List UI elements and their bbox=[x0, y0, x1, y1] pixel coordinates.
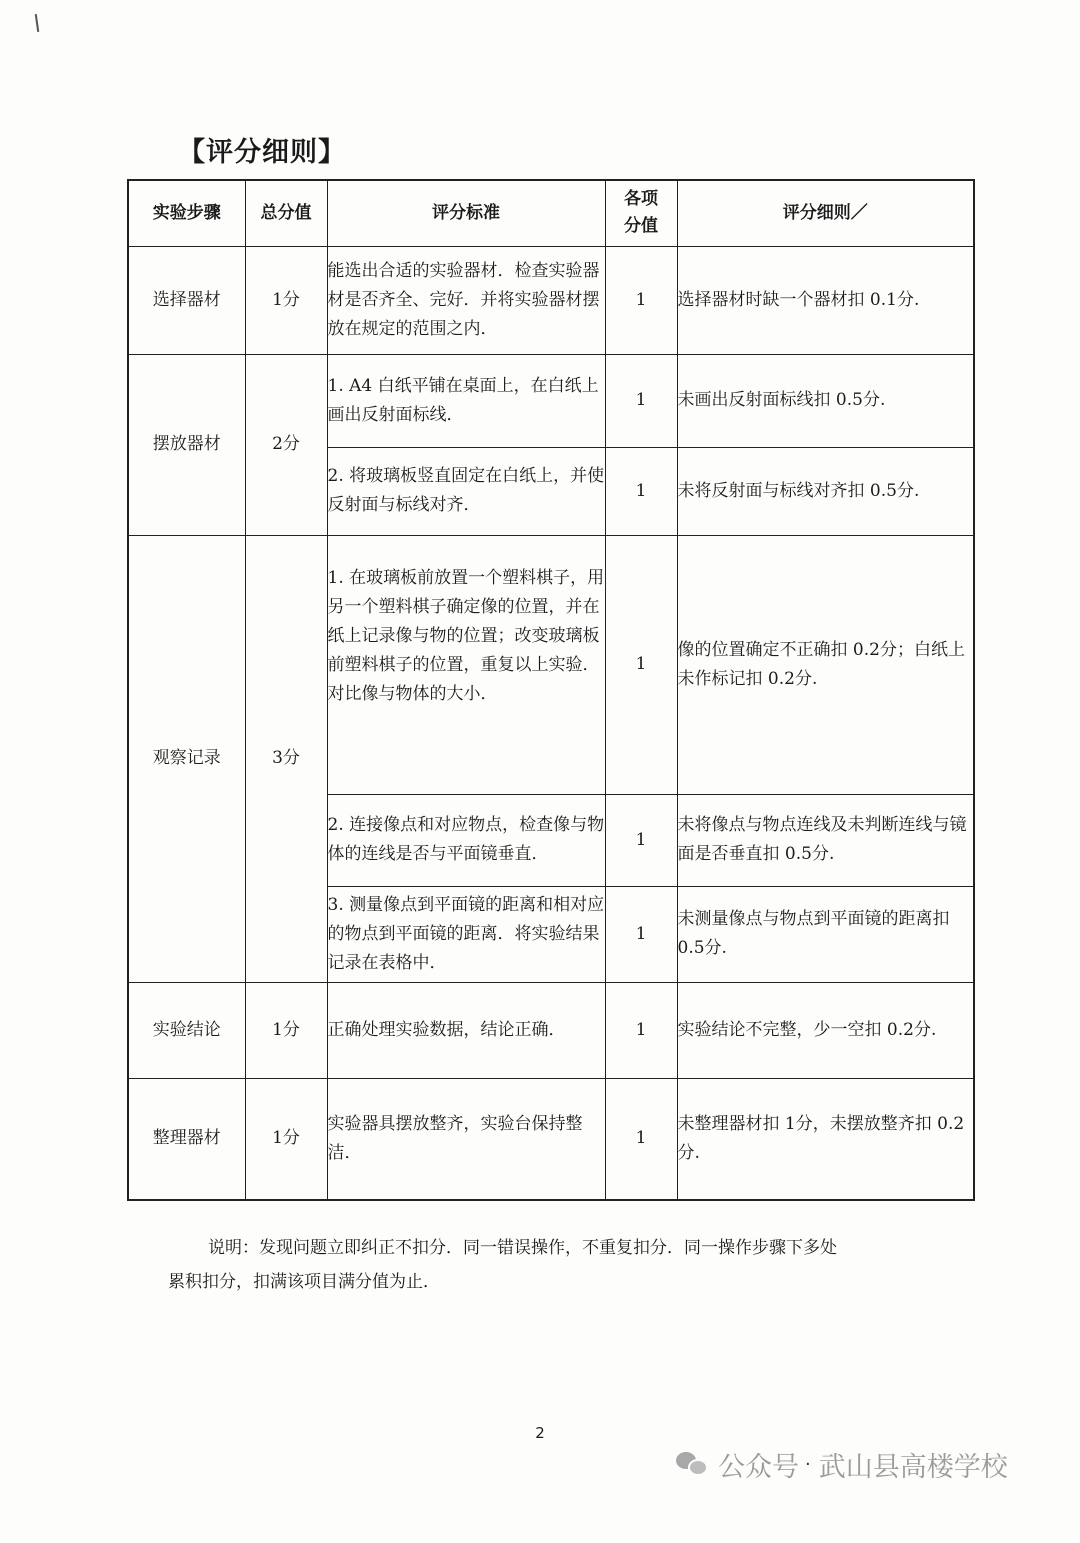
standard-cell: 3. 测量像点到平面镜的距离和相对应的物点到平面镜的距离．将实验结果记录在表格中． bbox=[327, 886, 605, 982]
score-cell: 1 bbox=[605, 982, 677, 1078]
table-row bbox=[128, 982, 974, 1078]
table-row bbox=[128, 1078, 974, 1200]
score-cell: 1 bbox=[605, 354, 677, 447]
detail-cell: 未画出反射面标线扣 0.5分. bbox=[677, 354, 974, 447]
note-line-1: 说明：发现问题立即纠正不扣分．同一错误操作，不重复扣分．同一操作步骤下多处 bbox=[208, 1238, 837, 1258]
total-cell: 1分 bbox=[245, 1078, 327, 1200]
detail-cell: 未将反射面与标线对齐扣 0.5分. bbox=[677, 447, 974, 535]
detail-cell: 像的位置确定不正确扣 0.2分；白纸上未作标记扣 0.2分. bbox=[677, 535, 974, 794]
watermark-separator: · bbox=[805, 1453, 811, 1475]
table-row bbox=[128, 354, 974, 447]
table-row bbox=[128, 535, 974, 794]
standard-cell: 1. 在玻璃板前放置一个塑料棋子，用另一个塑料棋子确定像的位置，并在纸上记录像与物的位置；改变玻璃板前塑料棋子的位置，重复以上实验．对比像与物体的大小． bbox=[327, 535, 605, 794]
table-header-row bbox=[128, 180, 974, 246]
score-cell: 1 bbox=[605, 447, 677, 535]
score-cell: 1 bbox=[605, 246, 677, 354]
scoring-table bbox=[127, 179, 975, 1201]
score-cell: 1 bbox=[605, 794, 677, 886]
standard-cell: 实验器具摆放整齐，实验台保持整洁． bbox=[327, 1078, 605, 1200]
step-cell: 摆放器材 bbox=[128, 354, 245, 535]
header-step: 实验步骤 bbox=[128, 180, 245, 246]
score-cell: 1 bbox=[605, 886, 677, 982]
detail-cell: 未测量像点与物点到平面镜的距离扣 0.5分. bbox=[677, 886, 974, 982]
standard-cell: 正确处理实验数据，结论正确． bbox=[327, 982, 605, 1078]
watermark bbox=[676, 1444, 1008, 1484]
total-cell: 1分 bbox=[245, 982, 327, 1078]
watermark-account: 武山县高楼学校 bbox=[818, 1451, 1008, 1483]
page-title: 【评分细则】 bbox=[178, 137, 346, 168]
score-cell: 1 bbox=[605, 1078, 677, 1200]
total-cell: 3分 bbox=[245, 535, 327, 982]
explanation-note bbox=[168, 1231, 938, 1299]
standard-cell: 2. 连接像点和对应物点，检查像与物体的连线是否与平面镜垂直． bbox=[327, 794, 605, 886]
page-number: 2 bbox=[535, 1424, 545, 1442]
step-cell: 实验结论 bbox=[128, 982, 245, 1078]
scan-mark bbox=[35, 14, 39, 32]
detail-cell: 实验结论不完整，少一空扣 0.2分. bbox=[677, 982, 974, 1078]
step-cell: 整理器材 bbox=[128, 1078, 245, 1200]
step-cell: 选择器材 bbox=[128, 246, 245, 354]
wechat-icon bbox=[676, 1450, 708, 1478]
header-total: 总分值 bbox=[245, 180, 327, 246]
header-detail: 评分细则／ bbox=[677, 180, 974, 246]
header-standard: 评分标准 bbox=[327, 180, 605, 246]
table-row bbox=[128, 246, 974, 354]
detail-cell: 未将像点与物点连线及未判断连线与镜面是否垂直扣 0.5分. bbox=[677, 794, 974, 886]
detail-cell: 选择器材时缺一个器材扣 0.1分. bbox=[677, 246, 974, 354]
standard-cell: 1. A4 白纸平铺在桌面上，在白纸上画出反射面标线． bbox=[327, 354, 605, 447]
total-cell: 2分 bbox=[245, 354, 327, 535]
header-item-score: 各项分值 bbox=[605, 180, 677, 246]
total-cell: 1分 bbox=[245, 246, 327, 354]
note-line-2: 累积扣分，扣满该项目满分值为止． bbox=[168, 1272, 440, 1292]
step-cell: 观察记录 bbox=[128, 535, 245, 982]
watermark-label: 公众号 bbox=[718, 1451, 799, 1483]
detail-cell: 未整理器材扣 1分，未摆放整齐扣 0.2分. bbox=[677, 1078, 974, 1200]
score-cell: 1 bbox=[605, 535, 677, 794]
standard-cell: 能选出合适的实验器材．检查实验器材是否齐全、完好．并将实验器材摆放在规定的范围之内． bbox=[327, 246, 605, 354]
standard-cell: 2. 将玻璃板竖直固定在白纸上，并使反射面与标线对齐． bbox=[327, 447, 605, 535]
